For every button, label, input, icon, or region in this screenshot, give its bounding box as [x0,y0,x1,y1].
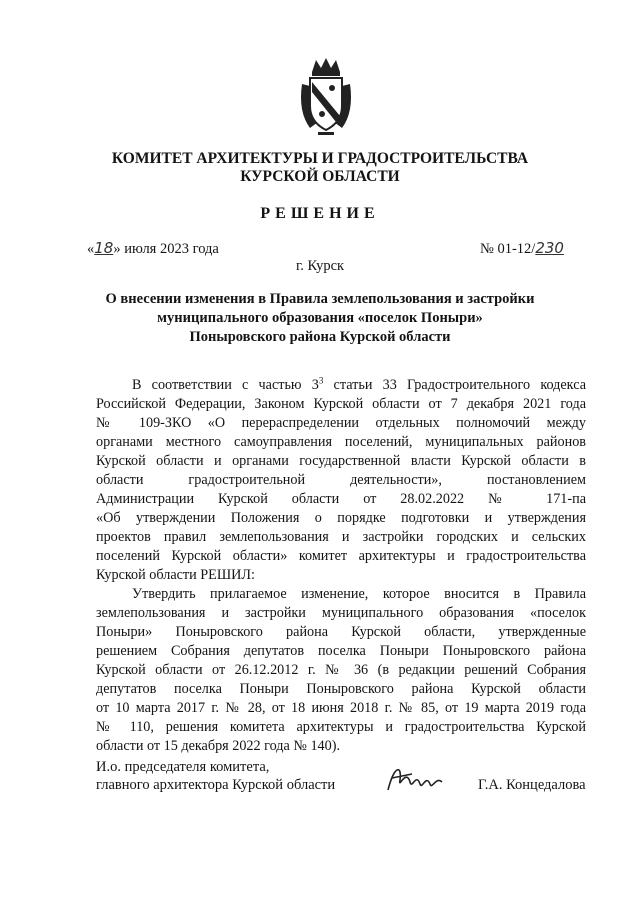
body-p2-line5: Курской области от 26.12.2012 г. № 36 (в редакции решений Собрания [96,662,586,678]
body-p1-line4: органами местного самоуправления поселений, муниципальных районов [96,434,586,450]
body-p2-line7: от 10 марта 2017 г. № 28, от 18 июня 2018 г. № 85, от 19 марта 2019 года [96,700,586,716]
body-p1-line5: Курской области и органами государственной власти Курской области в [96,453,586,469]
body-p2-line2: землепользования и застройки муниципального образования «поселок [96,605,586,621]
body-p2-line8: № 110, решения комитета архитектуры и градостроительства Курской [96,719,586,735]
body-p1-line1: В соответствии с частью $3^3$ статьи 33 Градостроительного кодекса [132,375,586,393]
signer-position-line2: главного архитектора Курской области [96,777,336,793]
signer-name: Г.А. Концедалова [478,777,586,793]
body-p1-line7: Администрации Курской области от 28.02.2022 № 171-па [96,491,586,507]
body-p1-line9: проектов правил землепользования и застройки городских и сельских [96,529,586,545]
document-type-title: РЕШЕНИЕ [260,205,380,222]
organization-name-line2: КУРСКОЙ ОБЛАСТИ [240,168,400,185]
coat-of-arms-emblem [298,56,354,136]
body-p2-line1: Утвердить прилагаемое изменение, которое вносится в Правила [132,586,586,602]
handwritten-signature [384,760,448,796]
body-p1-line11: Курской области РЕШИЛ: [96,567,255,583]
handwritten-day: 18 [94,239,114,257]
body-p2-line9: области от 15 декабря 2022 года № 140). [96,738,341,754]
signer-position-line1: И.о. председателя комитета, [96,759,270,775]
document-date: «18» июля 2023 года [87,239,219,257]
body-p2-line4: решением Собрания депутатов поселка Поныри Поныровского района [96,643,586,659]
body-p1-line10: поселений Курской области» комитет архитектуры и градостроительства [96,548,586,564]
subject-line3: Поныровского района Курской области [189,329,451,345]
body-p2-line6: депутатов поселка Поныри Поныровского района Курской области [96,681,586,697]
handwritten-number: 230 [535,239,564,257]
body-p1-line2: Российской Федерации, Законом Курской области от 7 декабря 2021 года [96,396,586,412]
body-p2-line3: Поныри» Поныровского района Курской области, утвержденные [96,624,586,640]
body-p1-line3: № 109-ЗКО «О перераспределении отдельных полномочий между [96,415,586,431]
body-p1-line6: области градостроительной деятельности», постановлением [96,472,586,488]
body-p1-line8: «Об утверждении Положения о порядке подготовки и утверждения [96,510,586,526]
organization-name-line1: КОМИТЕТ АРХИТЕКТУРЫ И ГРАДОСТРОИТЕЛЬСТВА [111,150,529,167]
subject-line1: О внесении изменения в Правила землепользования и застройки [105,291,535,307]
subject-line2: муниципального образования «поселок Поныри» [157,310,483,326]
document-city: г. Курск [295,258,345,274]
document-number: № 01-12/230 [480,239,564,257]
